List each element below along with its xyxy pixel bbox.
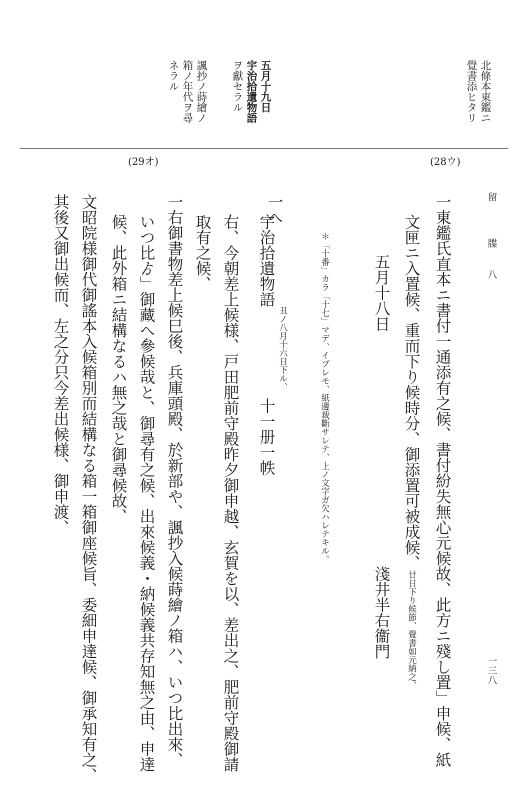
margin-note-c (196, 60, 207, 123)
margin-note-c2 (182, 60, 193, 123)
doc2-line8: 文昭院様御代御謠本入候箱別而結構なる箱一箱御座候旨、委細申達候、御承知有之、 (79, 194, 98, 783)
margin-note-c3 (168, 60, 179, 92)
doc2-line5: 一右御書物差上候巳後、兵庫頭殿、於新部や、諷抄入候蒔繪ノ箱ハ、いつ比出來、 (165, 194, 184, 768)
margin-note-c-line1: 諷抄ノ蒔繪ノ (195, 60, 208, 123)
margin-note-c-line2: 箱ノ年代ヲ尋 (181, 60, 194, 123)
margin-note-b-line3: ヲ獻セラル (231, 60, 244, 113)
doc2-line7: 候、此外箱ニ結構なるハ無之哉と御尋候故、 (109, 214, 128, 524)
margin-note-b3 (232, 60, 243, 113)
running-head: 留 牒 八 (485, 192, 497, 285)
margin-note-b-line1: 五月十九日 (259, 60, 272, 113)
folio-marker-left: (29オ) (128, 157, 159, 168)
doc1-date: 五月十八日 (372, 254, 391, 332)
doc1-line2 (403, 214, 419, 690)
doc2-title: 宇治拾遺物語 (257, 214, 276, 307)
doc1-editorial-note: ＊「十番」カラ「十七」マデ、イブレモ、紙邊裁斷サレテ、上ノ文字ガ欠ハレテキル。 (319, 232, 330, 564)
margin-note-a2 (466, 60, 477, 123)
margin-note-b-line2: 宇治拾遺物語 (245, 60, 258, 123)
margin-note-b2 (246, 60, 257, 123)
doc2-line9: 其後又御出候而、左之分只今差出候様、御申渡、 (51, 194, 70, 535)
margin-note-c-line3: ネラル (167, 60, 180, 92)
margin-note-a-line2: 覺書添ヒタリ (465, 60, 478, 123)
doc1-signer: 淺井半右衞門 (372, 566, 391, 659)
page-number: 一三八 (485, 656, 497, 685)
margin-note-a-line1: 北條本東鑑ニ (479, 60, 492, 123)
header-rule (20, 148, 508, 149)
margin-note-b (260, 60, 271, 113)
margin-note-a (480, 60, 491, 123)
doc1-line1: 一東鑑氏直本ニ書付一通添有之候、書付紛失無心元候故、此方ニ殘し置」申候、紙 (433, 194, 452, 768)
doc2-line6: いつ比ゟ」御藏へ參候哉と、御尋有之候、出來候義・納候義共存知無之由、申達 (137, 214, 156, 772)
doc1-line2-main: 文匣ニ入置候、重而下り候時分、御添置可被成候、 (402, 214, 421, 571)
doc2-count: 十一册一帙 (257, 398, 276, 476)
folio-marker-right: (28ウ) (430, 157, 461, 168)
doc2-mark: 一へ (265, 194, 284, 225)
doc2-line4: 取有之候、 (193, 214, 212, 292)
doc1-line2-note: 廿日下り候節、覺書如元納之、 (406, 570, 417, 690)
doc2-line3: 右、今朝差上候様、戸田肥前守殿昨夕御申越、玄賀を以、差出之、肥前守殿御請 (221, 214, 240, 772)
doc2-title-note: 丑ノ八月十六日下ル、 (277, 306, 288, 391)
